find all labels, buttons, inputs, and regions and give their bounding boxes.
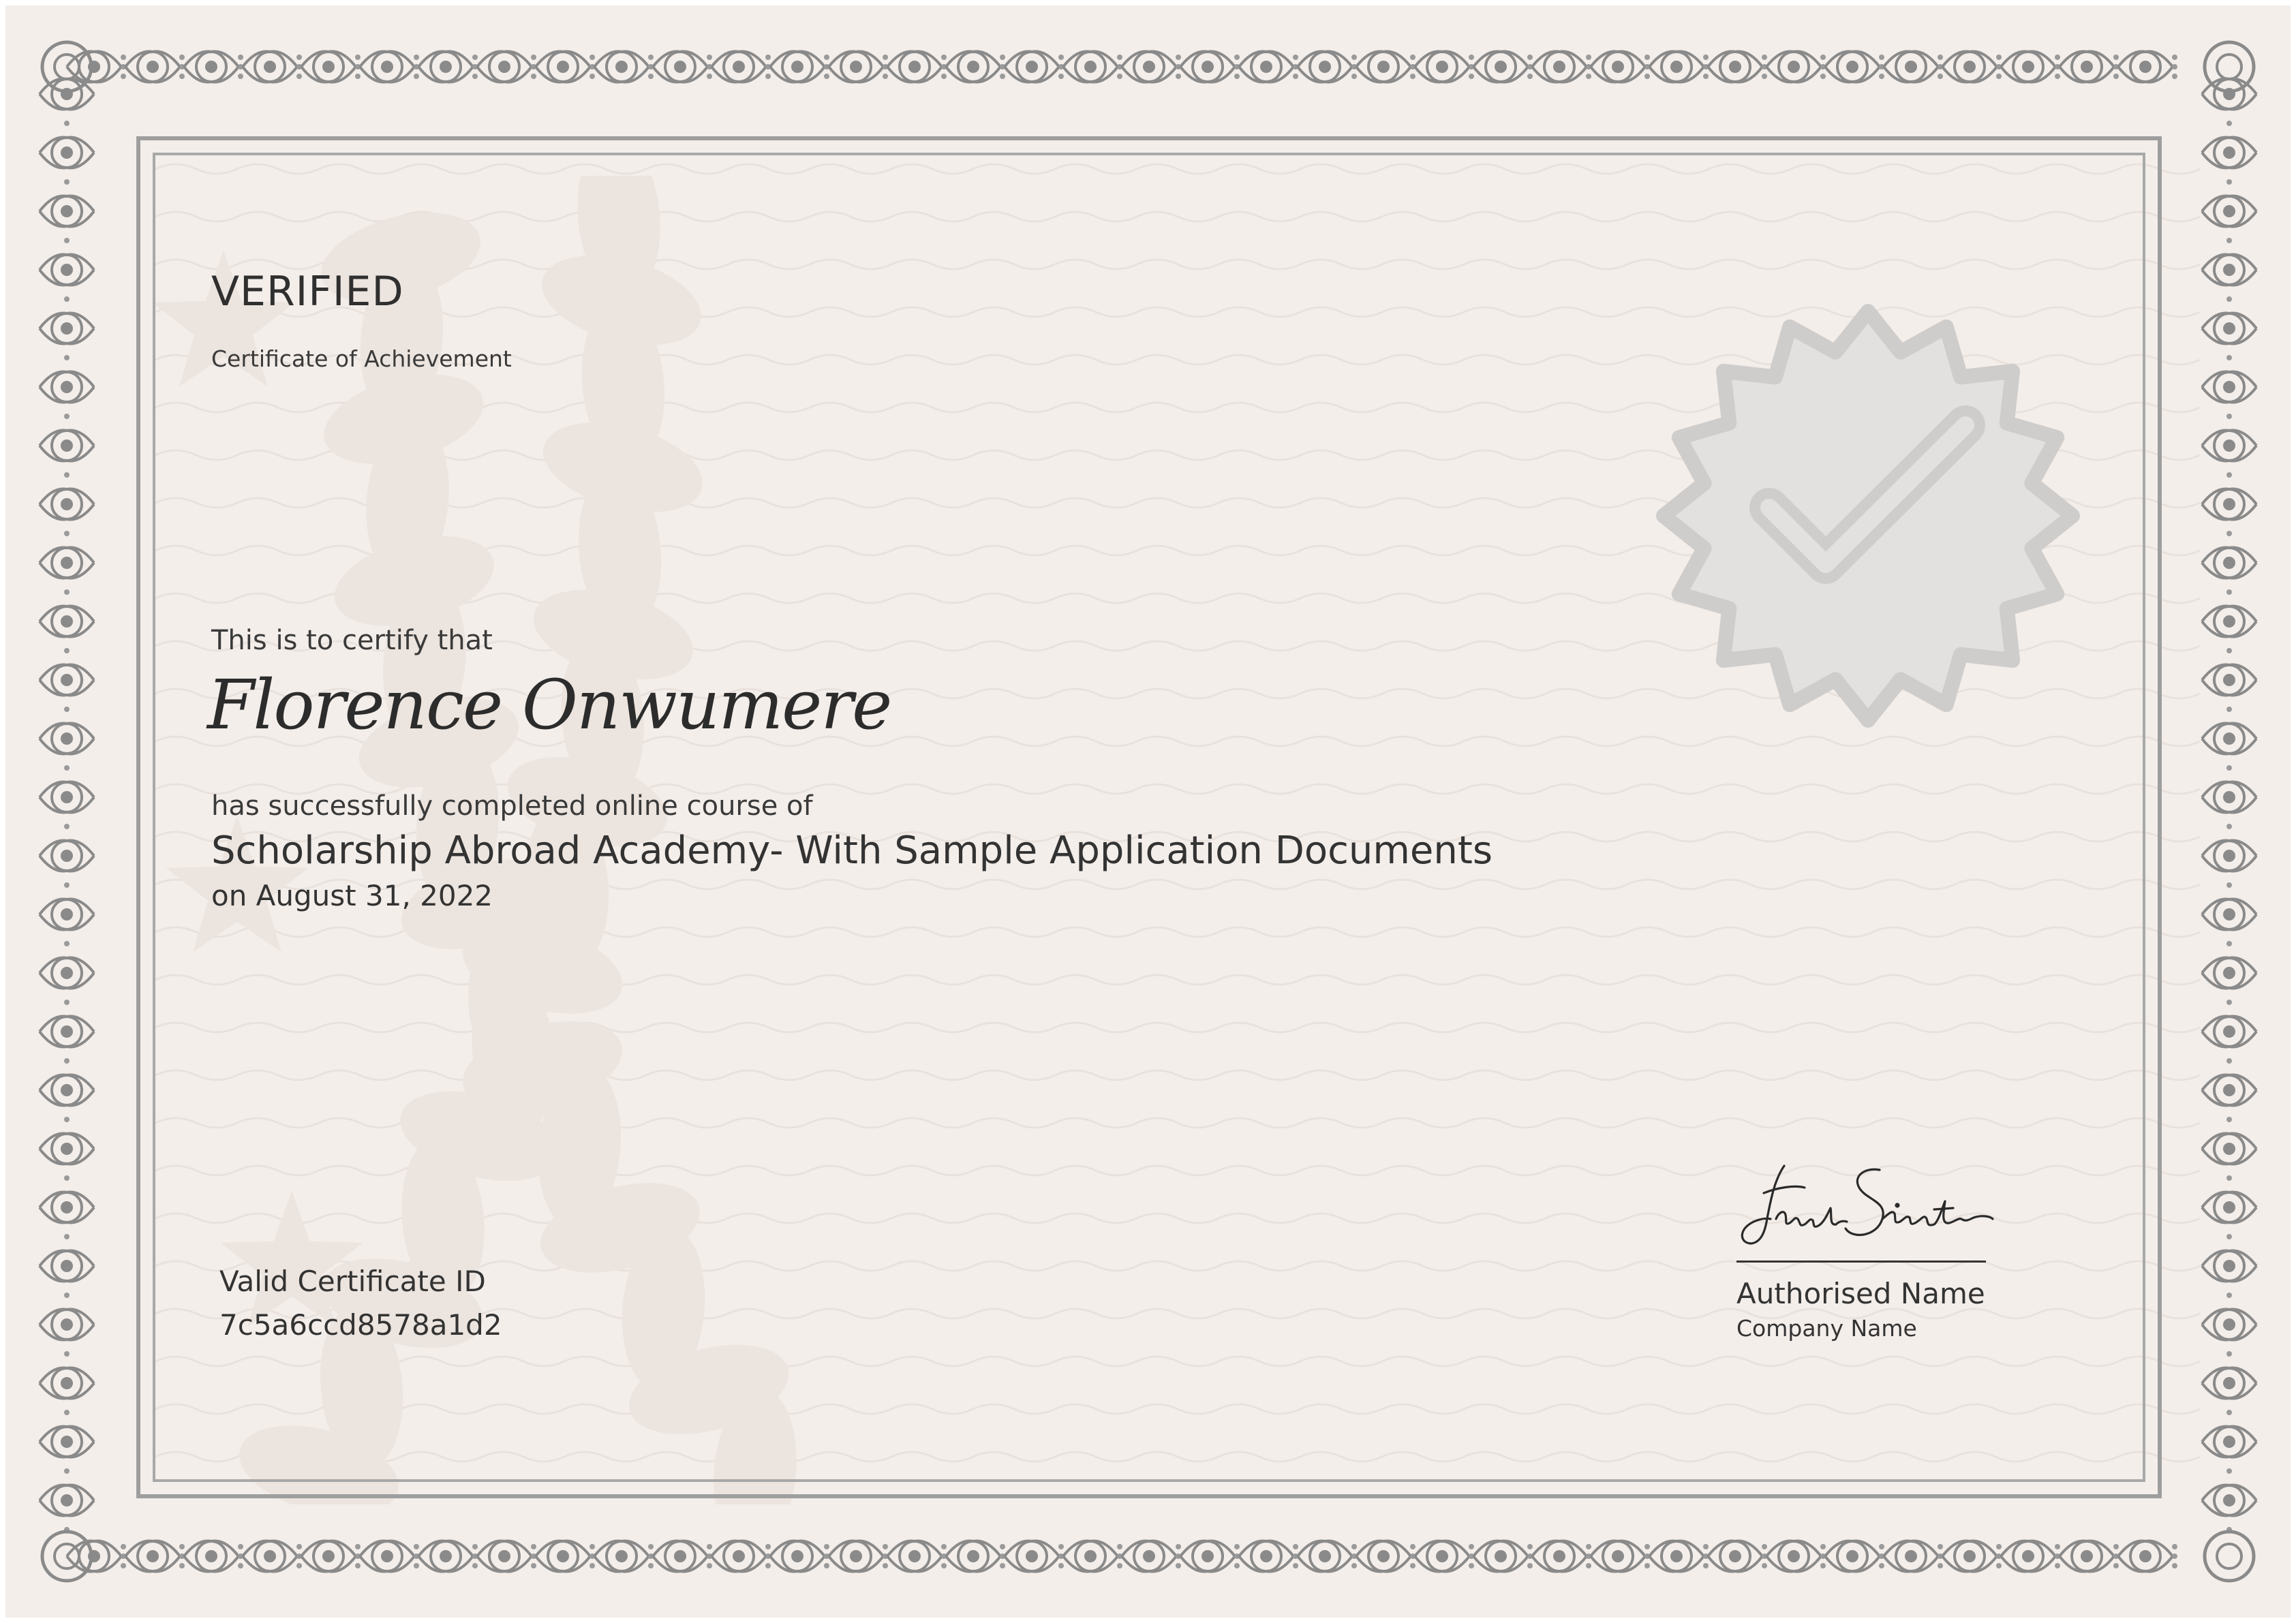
certificate-id-label: Valid Certificate ID (219, 1265, 486, 1298)
completion-text: has successfully completed online course of (211, 790, 813, 822)
verified-check-seal-icon (1652, 300, 2084, 732)
certify-intro-text: This is to certify that (211, 625, 493, 656)
certificate-type: Certificate of Achievement (211, 345, 512, 372)
certificate (5, 5, 2291, 1618)
course-name: Scholarship Abroad Academy- With Sample Application Documents (211, 829, 1493, 873)
recipient-name: Florence Onwumere (207, 665, 891, 745)
signature-image (1736, 1160, 1995, 1256)
verified-heading: VERIFIED (211, 268, 404, 315)
completion-date: on August 31, 2022 (211, 879, 493, 912)
signatory-company: Company Name (1736, 1315, 1917, 1342)
certificate-id-value: 7c5a6ccd8578a1d2 (219, 1308, 502, 1342)
signatory-name: Authorised Name (1736, 1277, 1985, 1310)
signature-line (1736, 1261, 1986, 1263)
